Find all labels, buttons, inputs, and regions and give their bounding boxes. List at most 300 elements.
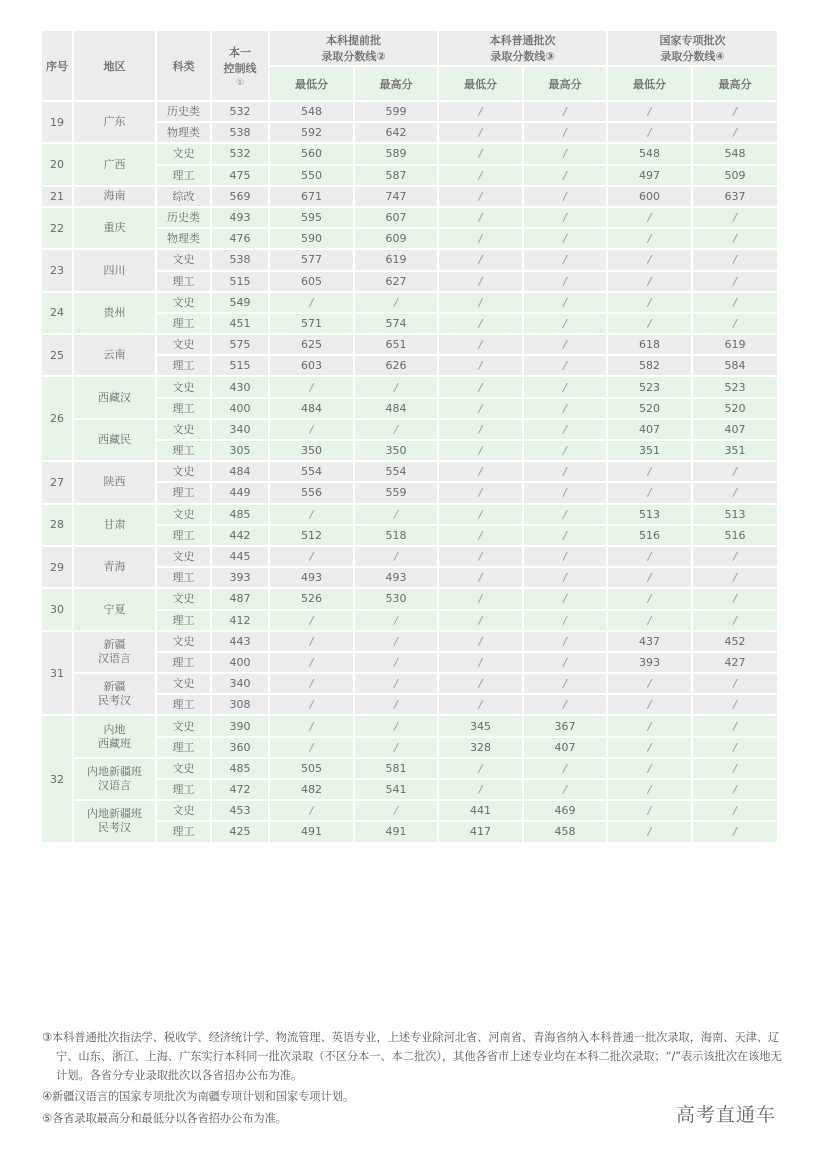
control-cell: 487: [211, 588, 269, 609]
control-cell: 569: [211, 186, 269, 207]
table-row: [41, 334, 778, 355]
special-max-cell: /: [692, 800, 778, 821]
early-min-cell: /: [269, 737, 354, 758]
early-max-cell: /: [354, 376, 438, 397]
subject-cell: 文史: [156, 504, 211, 525]
subject-cell: 文史: [156, 376, 211, 397]
normal-max-cell: /: [523, 758, 607, 779]
subject-cell: 文史: [156, 249, 211, 270]
early-min-cell: /: [269, 292, 354, 313]
early-min-cell: 484: [269, 398, 354, 419]
subject-cell: 理工: [156, 271, 211, 292]
control-cell: 393: [211, 567, 269, 588]
subject-cell: 文史: [156, 143, 211, 164]
early-max-cell: /: [354, 800, 438, 821]
control-cell: 449: [211, 482, 269, 503]
normal-min-cell: /: [438, 292, 523, 313]
header-control-line-1: 本一: [229, 45, 251, 59]
normal-min-cell: /: [438, 207, 523, 228]
early-min-cell: 590: [269, 228, 354, 249]
brand-watermark: 高考直通车: [676, 1104, 777, 1126]
control-cell: 538: [211, 122, 269, 143]
control-cell: 485: [211, 758, 269, 779]
subject-cell: 理工: [156, 779, 211, 800]
header-region: 地区: [73, 30, 156, 101]
subject-cell: 理工: [156, 398, 211, 419]
table-body: [41, 101, 778, 843]
seq-cell: 30: [41, 588, 73, 630]
normal-max-cell: /: [523, 652, 607, 673]
region-line: 西藏班: [98, 736, 131, 750]
special-min-cell: /: [607, 567, 692, 588]
footnotes: [42, 1028, 782, 1128]
control-cell: 532: [211, 101, 269, 122]
early-min-cell: /: [269, 673, 354, 694]
subject-cell: 文史: [156, 334, 211, 355]
special-max-cell: /: [692, 482, 778, 503]
early-max-cell: 609: [354, 228, 438, 249]
normal-max-cell: /: [523, 673, 607, 694]
early-min-cell: 493: [269, 567, 354, 588]
normal-min-cell: /: [438, 228, 523, 249]
early-min-cell: 671: [269, 186, 354, 207]
normal-min-cell: /: [438, 143, 523, 164]
early-min-cell: /: [269, 419, 354, 440]
early-max-cell: 541: [354, 779, 438, 800]
control-cell: 476: [211, 228, 269, 249]
region-line: 内地: [103, 722, 126, 736]
early-min-cell: /: [269, 610, 354, 631]
special-min-cell: /: [607, 800, 692, 821]
region-line: 内地新疆班: [87, 765, 142, 778]
special-max-cell: /: [692, 588, 778, 609]
early-max-cell: 493: [354, 567, 438, 588]
subject-cell: 理工: [156, 821, 211, 842]
subject-cell: 文史: [156, 588, 211, 609]
special-min-cell: /: [607, 228, 692, 249]
special-max-cell: /: [692, 101, 778, 122]
early-max-cell: /: [354, 715, 438, 736]
control-cell: 340: [211, 673, 269, 694]
special-min-cell: 437: [607, 631, 692, 652]
normal-max-cell: /: [523, 504, 607, 525]
seq-cell: 29: [41, 546, 73, 588]
region-line: 内地新疆班: [87, 807, 142, 821]
special-min-cell: /: [607, 588, 692, 609]
region-cell: 云南: [73, 334, 156, 376]
control-cell: 475: [211, 165, 269, 186]
early-min-cell: 603: [269, 355, 354, 376]
special-max-cell: 452: [692, 631, 778, 652]
control-cell: 412: [211, 610, 269, 631]
subject-cell: 综改: [156, 186, 211, 207]
special-min-cell: /: [607, 673, 692, 694]
control-cell: 485: [211, 504, 269, 525]
special-max-cell: /: [692, 313, 778, 334]
header-seq: 序号: [41, 30, 73, 101]
admission-score-table: [40, 29, 779, 844]
table-row: [41, 461, 778, 482]
normal-min-cell: /: [438, 249, 523, 270]
region-cell: 陕西: [73, 461, 156, 503]
header-special-max: 最高分: [692, 66, 778, 101]
normal-max-cell: /: [523, 546, 607, 567]
normal-max-cell: /: [523, 207, 607, 228]
special-max-cell: 637: [692, 186, 778, 207]
special-max-cell: /: [692, 779, 778, 800]
early-max-cell: 599: [354, 101, 438, 122]
table-row: [41, 376, 778, 397]
early-max-cell: 581: [354, 758, 438, 779]
normal-min-cell: /: [438, 504, 523, 525]
table-row: [41, 588, 778, 609]
subject-cell: 文史: [156, 715, 211, 736]
special-min-cell: 497: [607, 165, 692, 186]
seq-cell: 19: [41, 101, 73, 143]
special-min-cell: /: [607, 546, 692, 567]
special-max-cell: /: [692, 546, 778, 567]
control-cell: 515: [211, 355, 269, 376]
footnote-5: ⑤各省录取最高分和最低分以各省招办公布为准。: [42, 1112, 287, 1125]
normal-max-cell: /: [523, 588, 607, 609]
early-min-cell: 571: [269, 313, 354, 334]
special-max-cell: /: [692, 758, 778, 779]
early-min-cell: 350: [269, 440, 354, 461]
region-cell: 广东: [73, 101, 156, 143]
early-min-cell: 512: [269, 525, 354, 546]
subject-cell: 理工: [156, 165, 211, 186]
normal-min-cell: /: [438, 631, 523, 652]
special-max-cell: /: [692, 249, 778, 270]
region-line: 民考汉: [98, 694, 131, 708]
control-cell: 443: [211, 631, 269, 652]
special-min-cell: /: [607, 610, 692, 631]
early-min-cell: /: [269, 694, 354, 715]
control-cell: 305: [211, 440, 269, 461]
subject-cell: 文史: [156, 758, 211, 779]
special-min-cell: /: [607, 249, 692, 270]
special-min-cell: /: [607, 715, 692, 736]
normal-min-cell: /: [438, 334, 523, 355]
control-cell: 451: [211, 313, 269, 334]
early-min-cell: 595: [269, 207, 354, 228]
special-min-cell: 513: [607, 504, 692, 525]
normal-min-cell: 328: [438, 737, 523, 758]
special-max-cell: /: [692, 567, 778, 588]
normal-max-cell: /: [523, 334, 607, 355]
control-cell: 445: [211, 546, 269, 567]
control-cell: 308: [211, 694, 269, 715]
special-max-cell: 619: [692, 334, 778, 355]
control-cell: 532: [211, 143, 269, 164]
admission-score-table-container: [40, 29, 777, 844]
special-min-cell: /: [607, 122, 692, 143]
normal-min-cell: /: [438, 419, 523, 440]
special-max-cell: /: [692, 271, 778, 292]
region-cell: 西藏汉: [73, 376, 156, 418]
normal-max-cell: /: [523, 482, 607, 503]
early-min-cell: 592: [269, 122, 354, 143]
seq-cell: 20: [41, 143, 73, 185]
early-max-cell: 651: [354, 334, 438, 355]
normal-min-cell: /: [438, 758, 523, 779]
table-row: [41, 419, 778, 440]
region-cell: 青海: [73, 546, 156, 588]
normal-max-cell: /: [523, 461, 607, 482]
early-max-cell: 491: [354, 821, 438, 842]
region-cell: 重庆: [73, 207, 156, 249]
special-max-cell: /: [692, 122, 778, 143]
early-min-cell: 556: [269, 482, 354, 503]
normal-min-cell: /: [438, 165, 523, 186]
special-min-cell: 600: [607, 186, 692, 207]
early-max-cell: /: [354, 737, 438, 758]
table-row: [41, 292, 778, 313]
normal-min-cell: 441: [438, 800, 523, 821]
early-max-cell: 484: [354, 398, 438, 419]
early-min-cell: /: [269, 376, 354, 397]
special-max-cell: /: [692, 292, 778, 313]
normal-max-cell: 469: [523, 800, 607, 821]
special-min-cell: /: [607, 737, 692, 758]
control-cell: 400: [211, 652, 269, 673]
subject-cell: 物理类: [156, 228, 211, 249]
seq-cell: 26: [41, 376, 73, 461]
subject-cell: 文史: [156, 546, 211, 567]
normal-max-cell: /: [523, 631, 607, 652]
special-min-cell: 520: [607, 398, 692, 419]
normal-max-cell: /: [523, 567, 607, 588]
seq-cell: 28: [41, 504, 73, 546]
control-cell: 493: [211, 207, 269, 228]
region-line: 汉语言: [98, 651, 131, 665]
table-row: [41, 101, 778, 122]
special-max-cell: 513: [692, 504, 778, 525]
early-min-cell: 550: [269, 165, 354, 186]
special-max-cell: 509: [692, 165, 778, 186]
early-min-cell: 505: [269, 758, 354, 779]
early-max-cell: /: [354, 652, 438, 673]
early-min-cell: 605: [269, 271, 354, 292]
table-row: [41, 504, 778, 525]
normal-min-cell: /: [438, 313, 523, 334]
special-max-cell: /: [692, 694, 778, 715]
early-min-cell: /: [269, 504, 354, 525]
normal-max-cell: /: [523, 355, 607, 376]
normal-max-cell: /: [523, 249, 607, 270]
normal-max-cell: /: [523, 228, 607, 249]
special-min-cell: 516: [607, 525, 692, 546]
special-max-cell: 351: [692, 440, 778, 461]
early-min-cell: /: [269, 800, 354, 821]
control-cell: 515: [211, 271, 269, 292]
early-min-cell: /: [269, 546, 354, 567]
table-row: [41, 800, 778, 821]
control-cell: 400: [211, 398, 269, 419]
normal-max-cell: /: [523, 313, 607, 334]
normal-max-cell: 407: [523, 737, 607, 758]
normal-max-cell: /: [523, 398, 607, 419]
special-min-cell: 351: [607, 440, 692, 461]
normal-max-cell: /: [523, 610, 607, 631]
special-min-cell: /: [607, 821, 692, 842]
special-min-cell: /: [607, 482, 692, 503]
control-cell: 340: [211, 419, 269, 440]
region-line: 民考汉: [98, 821, 131, 835]
normal-min-cell: /: [438, 567, 523, 588]
early-max-cell: 619: [354, 249, 438, 270]
special-min-cell: /: [607, 758, 692, 779]
seq-cell: 32: [41, 715, 73, 842]
special-max-cell: /: [692, 610, 778, 631]
control-cell: 472: [211, 779, 269, 800]
early-max-cell: /: [354, 694, 438, 715]
normal-min-cell: /: [438, 779, 523, 800]
region-cell: 宁夏: [73, 588, 156, 630]
region-cell: [73, 800, 156, 842]
control-cell: 484: [211, 461, 269, 482]
header-control-line: [211, 30, 269, 101]
region-cell: 贵州: [73, 292, 156, 334]
subject-cell: 理工: [156, 525, 211, 546]
seq-cell: 25: [41, 334, 73, 376]
normal-min-cell: /: [438, 101, 523, 122]
special-max-cell: /: [692, 228, 778, 249]
normal-min-cell: /: [438, 525, 523, 546]
header-normal-min: 最低分: [438, 66, 523, 101]
normal-min-cell: /: [438, 398, 523, 419]
table-row: [41, 546, 778, 567]
early-min-cell: /: [269, 631, 354, 652]
region-line: 新疆: [103, 680, 126, 694]
early-max-cell: 574: [354, 313, 438, 334]
subject-cell: 理工: [156, 694, 211, 715]
header-group-normal: 本科普通批次 录取分数线③: [438, 30, 607, 66]
subject-cell: 理工: [156, 567, 211, 588]
normal-max-cell: /: [523, 143, 607, 164]
seq-cell: 27: [41, 461, 73, 503]
special-max-cell: /: [692, 461, 778, 482]
header-normal-max: 最高分: [523, 66, 607, 101]
subject-cell: 文史: [156, 419, 211, 440]
control-cell: 360: [211, 737, 269, 758]
early-max-cell: /: [354, 610, 438, 631]
region-line: 新疆: [103, 637, 126, 651]
normal-max-cell: 458: [523, 821, 607, 842]
special-min-cell: 618: [607, 334, 692, 355]
special-min-cell: /: [607, 207, 692, 228]
special-max-cell: /: [692, 207, 778, 228]
normal-min-cell: /: [438, 122, 523, 143]
region-line: 汉语言: [98, 779, 131, 792]
region-cell: 海南: [73, 186, 156, 207]
early-max-cell: 530: [354, 588, 438, 609]
table-row: [41, 673, 778, 694]
header-subject: 科类: [156, 30, 211, 101]
header-control-line-2: 控制线: [223, 61, 257, 75]
subject-cell: 理工: [156, 737, 211, 758]
early-max-cell: /: [354, 504, 438, 525]
subject-cell: 文史: [156, 461, 211, 482]
special-max-cell: 516: [692, 525, 778, 546]
normal-max-cell: /: [523, 271, 607, 292]
normal-max-cell: /: [523, 525, 607, 546]
early-max-cell: 559: [354, 482, 438, 503]
early-min-cell: /: [269, 715, 354, 736]
early-min-cell: 526: [269, 588, 354, 609]
header-group-special: 国家专项批次 录取分数线④: [607, 30, 778, 66]
header-group-early: 本科提前批 录取分数线②: [269, 30, 438, 66]
region-cell: 西藏民: [73, 419, 156, 461]
subject-cell: 历史类: [156, 207, 211, 228]
early-max-cell: 642: [354, 122, 438, 143]
early-max-cell: /: [354, 673, 438, 694]
early-max-cell: /: [354, 631, 438, 652]
normal-min-cell: /: [438, 461, 523, 482]
normal-max-cell: /: [523, 440, 607, 461]
control-cell: 390: [211, 715, 269, 736]
subject-cell: 理工: [156, 610, 211, 631]
control-cell: 430: [211, 376, 269, 397]
special-max-cell: 520: [692, 398, 778, 419]
early-max-cell: 589: [354, 143, 438, 164]
normal-min-cell: /: [438, 482, 523, 503]
table-row: [41, 249, 778, 270]
special-max-cell: 548: [692, 143, 778, 164]
special-min-cell: /: [607, 461, 692, 482]
early-max-cell: 627: [354, 271, 438, 292]
early-max-cell: /: [354, 546, 438, 567]
special-max-cell: /: [692, 715, 778, 736]
subject-cell: 历史类: [156, 101, 211, 122]
special-min-cell: 393: [607, 652, 692, 673]
header-early-min: 最低分: [269, 66, 354, 101]
early-min-cell: 560: [269, 143, 354, 164]
early-min-cell: 577: [269, 249, 354, 270]
normal-min-cell: /: [438, 652, 523, 673]
normal-max-cell: /: [523, 165, 607, 186]
region-cell: 四川: [73, 249, 156, 291]
table-row: [41, 715, 778, 736]
early-max-cell: 587: [354, 165, 438, 186]
early-max-cell: 350: [354, 440, 438, 461]
special-min-cell: 548: [607, 143, 692, 164]
table-row: [41, 143, 778, 164]
control-cell: 453: [211, 800, 269, 821]
early-max-cell: 747: [354, 186, 438, 207]
normal-min-cell: /: [438, 376, 523, 397]
special-min-cell: 523: [607, 376, 692, 397]
region-cell: 甘肃: [73, 504, 156, 546]
special-max-cell: /: [692, 737, 778, 758]
table-row: [41, 758, 778, 779]
subject-cell: 文史: [156, 800, 211, 821]
subject-cell: 理工: [156, 482, 211, 503]
table-row: [41, 186, 778, 207]
subject-cell: 文史: [156, 673, 211, 694]
normal-min-cell: /: [438, 355, 523, 376]
special-min-cell: 407: [607, 419, 692, 440]
region-cell: 广西: [73, 143, 156, 185]
subject-cell: 理工: [156, 313, 211, 334]
normal-min-cell: 417: [438, 821, 523, 842]
normal-min-cell: /: [438, 673, 523, 694]
early-max-cell: 518: [354, 525, 438, 546]
region-cell: [73, 631, 156, 673]
special-min-cell: /: [607, 779, 692, 800]
normal-min-cell: 345: [438, 715, 523, 736]
early-min-cell: 482: [269, 779, 354, 800]
